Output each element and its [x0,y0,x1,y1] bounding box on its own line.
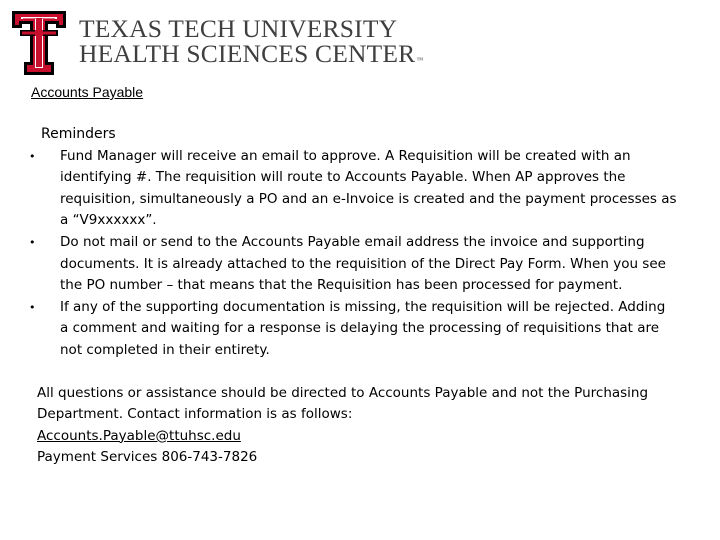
list-item [29,297,677,362]
reminder-text: Fund Manager will receive an email to approve. A Requisition will be created with an identifying #. The requisition will route to Accounts Payable. When AP approves the requisition, simultaneously a PO and an e-Invoice is created and the payment processes as a “V9xxxxxx”. [60,147,677,229]
bullet: • [29,149,36,163]
phone-text: Payment Services 806-743-7826 [37,449,258,466]
university-name-line2-text: HEALTH SCIENCES CENTER [79,39,416,68]
reminder-text: If any of the supporting documentation is missing, the requisition will be rejected. Adding a comment and waiting for a response is delaying the processing of requisitions that are not completed in their entirety. [60,298,666,358]
trademark-symbol: ™ [416,56,424,64]
content [29,124,677,469]
list-item [29,146,677,232]
university-name [79,16,423,73]
section-title: Accounts Payable [31,84,144,100]
list-item [29,232,677,297]
reminder-list [29,146,677,362]
reminders-title: Reminders [41,126,116,142]
header [12,8,712,74]
university-name-line2 [79,41,423,73]
reminder-text: Do not mail or send to the Accounts Payable email address the invoice and supporting documents. It is already attached to the requisition of the Direct Pay Form. When you see the PO number – that means that the Requisition has been processed for payment. [60,233,666,294]
double-t-logo-icon [12,11,66,75]
closing-section [37,383,677,469]
bullet: • [29,300,36,314]
university-name-line1: TEXAS TECH UNIVERSITY [79,14,398,43]
email-link[interactable]: Accounts.Payable@ttuhsc.edu [37,427,241,444]
closing-text: All questions or assistance should be directed to Accounts Payable and not the Purchasing Department. Contact information is as follows: [37,384,649,423]
bullet: • [29,235,36,249]
